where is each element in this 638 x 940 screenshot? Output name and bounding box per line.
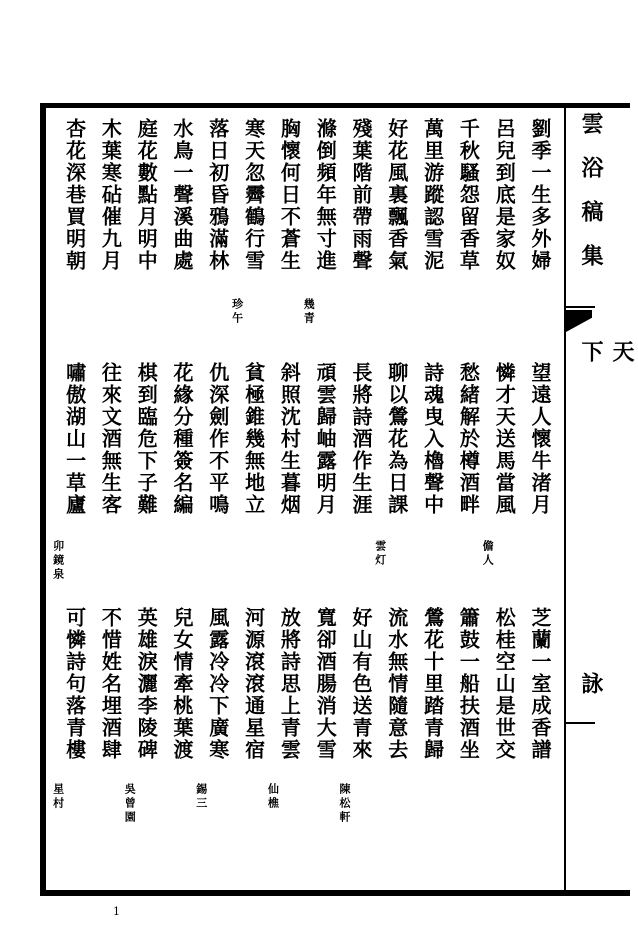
verse-column: 簫鼓一船扶酒坐 bbox=[456, 607, 481, 761]
verse-column: 寒天忽霽鶴行雪 bbox=[241, 118, 266, 272]
verse-column: 河源滾滾通星宿 bbox=[241, 607, 266, 761]
verse-column: 頑雲歸岫露明月 bbox=[313, 362, 338, 516]
verse-column: 仇深劍作不平鳴 bbox=[205, 362, 230, 516]
verse-column: 劉季一生多外婦 bbox=[528, 118, 552, 272]
verse-column: 棋到臨危下子難 bbox=[134, 362, 159, 516]
verse-column: 放將詩思上青雲 bbox=[277, 607, 302, 761]
fishtail-mark bbox=[566, 310, 592, 332]
verse-column: 貧極錐幾無地立 bbox=[241, 362, 266, 516]
margin-divider bbox=[564, 105, 566, 893]
verse-column: 可憐詩句落青樓 bbox=[62, 607, 87, 761]
page-frame-left bbox=[40, 103, 46, 895]
verse-column: 風露冷冷下廣寒 bbox=[205, 607, 230, 761]
author-attribution: 儋人 bbox=[481, 540, 495, 568]
verse-column: 花緣分種簽名編 bbox=[170, 362, 194, 516]
verse-column: 愁緒解於樽酒畔 bbox=[456, 362, 481, 516]
verse-column: 木葉寒砧催九月 bbox=[98, 118, 123, 272]
verse-column: 不惜姓名埋酒肆 bbox=[98, 607, 123, 761]
verse-column: 呂兒到底是家奴 bbox=[492, 118, 517, 272]
verse-column: 好花風裏飄香氣 bbox=[384, 118, 409, 272]
verse-column: 流水無情隨意去 bbox=[384, 607, 409, 761]
verse-column: 庭花數點月明中 bbox=[134, 118, 159, 272]
verse-column: 千秋騷怨留香草 bbox=[456, 118, 481, 272]
verse-column: 望遠人懷牛渚月 bbox=[528, 362, 552, 516]
author-attribution: 仙樵 bbox=[266, 783, 280, 811]
verse-column: 寬卻酒腸消大雪 bbox=[313, 607, 338, 761]
verse-column: 聊以鶯花為日課 bbox=[384, 362, 409, 516]
verse-column: 英雄淚灑李陵碑 bbox=[134, 607, 159, 761]
verse-column: 憐才天送馬當風 bbox=[492, 362, 517, 516]
verse-column: 鶯花十里踏青歸 bbox=[420, 607, 445, 761]
verse-column: 斜照沈村生暮烟 bbox=[277, 362, 302, 516]
author-attribution: 幾青 bbox=[302, 298, 316, 326]
author-attribution: 星村 bbox=[51, 783, 65, 811]
author-attribution: 陳松軒 bbox=[338, 783, 351, 825]
verse-column: 水鳥一聲溪曲處 bbox=[170, 118, 194, 272]
book-title-upper: 雲浴稿集 bbox=[578, 112, 604, 288]
author-attribution: 錫三 bbox=[194, 783, 208, 811]
verse-column: 長將詩酒作生涯 bbox=[349, 362, 373, 516]
verse-column: 滌倒頻年無寸進 bbox=[313, 118, 338, 272]
header-rule-lower bbox=[565, 722, 595, 724]
author-attribution: 吳曾園 bbox=[123, 783, 137, 825]
author-attribution: 卯鏡泉 bbox=[51, 540, 65, 582]
page-number: 1 bbox=[113, 905, 120, 918]
book-title-lower: 天下 bbox=[578, 340, 635, 384]
verse-column: 落日初昏鴉滿林 bbox=[205, 118, 230, 272]
verse-column: 嘯傲湖山一草廬 bbox=[62, 362, 87, 516]
verse-column: 杏花深巷買明朝 bbox=[62, 118, 87, 272]
page-frame-bottom bbox=[40, 890, 630, 896]
verse-column: 萬里游蹤認雪泥 bbox=[420, 118, 445, 272]
verse-column: 芝蘭一室成香譜 bbox=[528, 607, 552, 761]
page-mark: 詠 bbox=[578, 672, 604, 716]
header-rule bbox=[565, 306, 595, 308]
verse-column: 好山有色送青來 bbox=[349, 607, 373, 761]
verse-column: 詩魂曳入櫓聲中 bbox=[420, 362, 445, 516]
page-frame-top bbox=[40, 103, 630, 108]
verse-column: 往來文酒無生客 bbox=[98, 362, 123, 516]
verse-column: 兒女情牽桃葉渡 bbox=[170, 607, 194, 761]
verse-column: 殘葉階前帶雨聲 bbox=[349, 118, 373, 272]
author-attribution: 珍午 bbox=[230, 298, 244, 326]
verse-column: 松桂空山是世交 bbox=[492, 607, 517, 761]
author-attribution: 雲灯 bbox=[373, 540, 387, 568]
verse-column: 胸懷何日不蒼生 bbox=[277, 118, 302, 272]
